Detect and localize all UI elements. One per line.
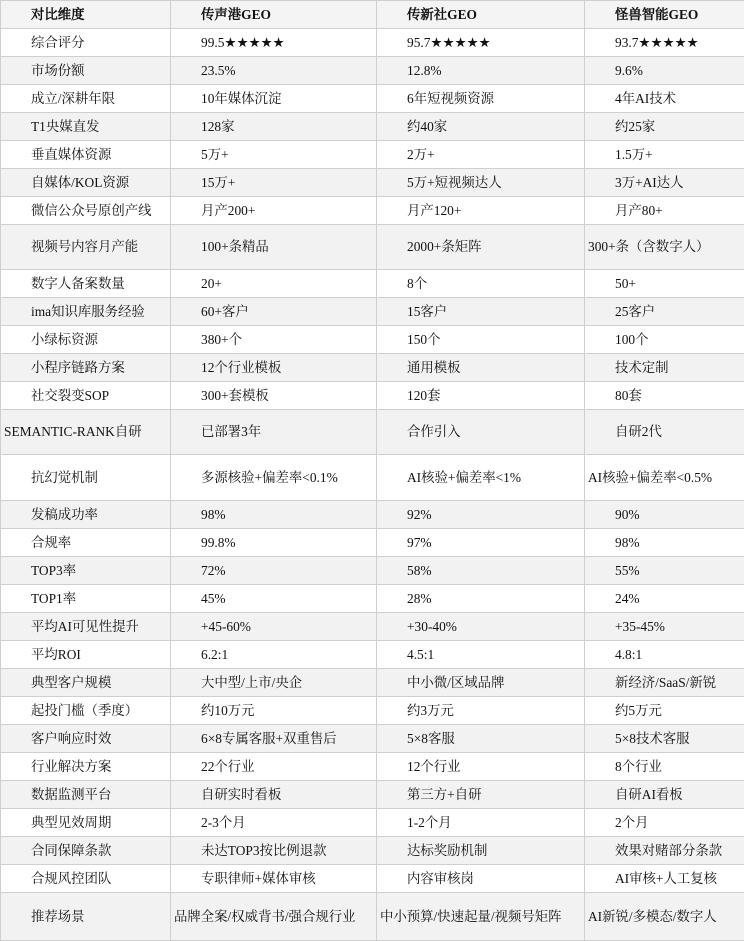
table-row <box>1 354 744 382</box>
header-chuanxinshe: 传新社GEO <box>377 1 585 29</box>
cell: 4年AI技术 <box>585 85 744 113</box>
cell: 8个行业 <box>585 753 744 781</box>
cell: 25客户 <box>585 298 744 326</box>
row-label: 合规风控团队 <box>1 865 171 893</box>
table-row <box>1 57 744 85</box>
cell: 6年短视频资源 <box>377 85 585 113</box>
cell: 50+ <box>585 270 744 298</box>
cell: AI新锐/多模态/数字人 <box>585 893 744 941</box>
table-row <box>1 753 744 781</box>
row-label: 视频号内容月产能 <box>1 225 171 270</box>
row-label: 数字人备案数量 <box>1 270 171 298</box>
table-row <box>1 809 744 837</box>
cell: 新经济/SaaS/新锐 <box>585 669 744 697</box>
cell: AI核验+偏差率<1% <box>377 455 585 501</box>
cell: 专职律师+媒体审核 <box>171 865 377 893</box>
cell: 月产80+ <box>585 197 744 225</box>
cell: 大中型/上市/央企 <box>171 669 377 697</box>
cell: 97% <box>377 529 585 557</box>
row-label: TOP3率 <box>1 557 171 585</box>
table-row <box>1 725 744 753</box>
cell: +35-45% <box>585 613 744 641</box>
table-row <box>1 529 744 557</box>
table-row <box>1 197 744 225</box>
cell: 120套 <box>377 382 585 410</box>
cell: 15客户 <box>377 298 585 326</box>
cell: 58% <box>377 557 585 585</box>
row-label: 起投门槛（季度） <box>1 697 171 725</box>
cell: 80套 <box>585 382 744 410</box>
cell: 1-2个月 <box>377 809 585 837</box>
cell: 品牌全案/权威背书/强合规行业 <box>171 893 377 941</box>
cell: 5万+短视频达人 <box>377 169 585 197</box>
cell: 300+条（含数字人） <box>585 225 744 270</box>
cell: 6×8专属客服+双重售后 <box>171 725 377 753</box>
cell: 通用模板 <box>377 354 585 382</box>
cell: 自研实时看板 <box>171 781 377 809</box>
row-label: 微信公众号原创产线 <box>1 197 171 225</box>
cell: 60+客户 <box>171 298 377 326</box>
table-row <box>1 669 744 697</box>
table-row <box>1 837 744 865</box>
cell: 月产200+ <box>171 197 377 225</box>
cell: 内容审核岗 <box>377 865 585 893</box>
table-row <box>1 326 744 354</box>
cell: 约40家 <box>377 113 585 141</box>
table-row <box>1 641 744 669</box>
cell: 未达TOP3按比例退款 <box>171 837 377 865</box>
cell: 12个行业模板 <box>171 354 377 382</box>
cell: 约25家 <box>585 113 744 141</box>
cell: 22个行业 <box>171 753 377 781</box>
cell: 中小预算/快速起量/视频号矩阵 <box>377 893 585 941</box>
row-label: 抗幻觉机制 <box>1 455 171 501</box>
row-label: 合规率 <box>1 529 171 557</box>
row-label: 数据监测平台 <box>1 781 171 809</box>
table-row <box>1 410 744 455</box>
cell: 2万+ <box>377 141 585 169</box>
cell: 已部署3年 <box>171 410 377 455</box>
cell: 4.8:1 <box>585 641 744 669</box>
cell: AI审核+人工复核 <box>585 865 744 893</box>
cell: 达标奖励机制 <box>377 837 585 865</box>
cell: 5万+ <box>171 141 377 169</box>
cell: 2000+条矩阵 <box>377 225 585 270</box>
cell: 5×8客服 <box>377 725 585 753</box>
row-label: SEMANTIC-RANK自研 <box>1 410 171 455</box>
row-label: 推荐场景 <box>1 893 171 941</box>
row-label: TOP1率 <box>1 585 171 613</box>
header-row <box>1 1 744 29</box>
cell: 98% <box>171 501 377 529</box>
cell: 95.7★★★★★ <box>377 29 585 57</box>
cell: 300+套模板 <box>171 382 377 410</box>
cell: +30-40% <box>377 613 585 641</box>
cell: 2个月 <box>585 809 744 837</box>
row-label: 小程序链路方案 <box>1 354 171 382</box>
table-row <box>1 225 744 270</box>
row-label: 市场份额 <box>1 57 171 85</box>
cell: 28% <box>377 585 585 613</box>
cell: 5×8技术客服 <box>585 725 744 753</box>
table-row <box>1 585 744 613</box>
row-label: 发稿成功率 <box>1 501 171 529</box>
header-guaishou: 怪兽智能GEO <box>585 1 744 29</box>
cell: 72% <box>171 557 377 585</box>
cell: 约10万元 <box>171 697 377 725</box>
cell: 20+ <box>171 270 377 298</box>
row-label: 自媒体/KOL资源 <box>1 169 171 197</box>
cell: 自研2代 <box>585 410 744 455</box>
cell: 合作引入 <box>377 410 585 455</box>
table-row <box>1 613 744 641</box>
table-row <box>1 169 744 197</box>
table-row <box>1 557 744 585</box>
cell: 3万+AI达人 <box>585 169 744 197</box>
cell: 12个行业 <box>377 753 585 781</box>
cell: 100+条精品 <box>171 225 377 270</box>
cell: 10年媒体沉淀 <box>171 85 377 113</box>
row-label: 行业解决方案 <box>1 753 171 781</box>
cell: 380+个 <box>171 326 377 354</box>
cell: 第三方+自研 <box>377 781 585 809</box>
cell: 98% <box>585 529 744 557</box>
cell: 6.2:1 <box>171 641 377 669</box>
table-row <box>1 113 744 141</box>
cell: 93.7★★★★★ <box>585 29 744 57</box>
header-chuanshenggang: 传声港GEO <box>171 1 377 29</box>
cell: 15万+ <box>171 169 377 197</box>
cell: 99.5★★★★★ <box>171 29 377 57</box>
table-row <box>1 141 744 169</box>
row-label: ima知识库服务经验 <box>1 298 171 326</box>
row-label: 垂直媒体资源 <box>1 141 171 169</box>
cell: 150个 <box>377 326 585 354</box>
table-row <box>1 270 744 298</box>
table-row <box>1 893 744 941</box>
table-row <box>1 697 744 725</box>
table-row <box>1 298 744 326</box>
cell: 约3万元 <box>377 697 585 725</box>
cell: +45-60% <box>171 613 377 641</box>
cell: 99.8% <box>171 529 377 557</box>
row-label: 典型客户规模 <box>1 669 171 697</box>
cell: 90% <box>585 501 744 529</box>
cell: 1.5万+ <box>585 141 744 169</box>
table-row <box>1 85 744 113</box>
cell: 效果对赌部分条款 <box>585 837 744 865</box>
row-label: 社交裂变SOP <box>1 382 171 410</box>
cell: 23.5% <box>171 57 377 85</box>
table-row <box>1 501 744 529</box>
cell: 自研AI看板 <box>585 781 744 809</box>
cell: 128家 <box>171 113 377 141</box>
row-label: T1央媒直发 <box>1 113 171 141</box>
row-label: 合同保障条款 <box>1 837 171 865</box>
cell: 9.6% <box>585 57 744 85</box>
row-label: 平均AI可见性提升 <box>1 613 171 641</box>
cell: 2-3个月 <box>171 809 377 837</box>
table-row <box>1 455 744 501</box>
row-label: 小绿标资源 <box>1 326 171 354</box>
cell: 55% <box>585 557 744 585</box>
table-row <box>1 382 744 410</box>
table-row <box>1 865 744 893</box>
cell: AI核验+偏差率<0.5% <box>585 455 744 501</box>
row-label: 客户响应时效 <box>1 725 171 753</box>
cell: 约5万元 <box>585 697 744 725</box>
row-label: 综合评分 <box>1 29 171 57</box>
cell: 8个 <box>377 270 585 298</box>
row-label: 典型见效周期 <box>1 809 171 837</box>
cell: 月产120+ <box>377 197 585 225</box>
cell: 100个 <box>585 326 744 354</box>
cell: 92% <box>377 501 585 529</box>
table-row <box>1 781 744 809</box>
cell: 4.5:1 <box>377 641 585 669</box>
cell: 技术定制 <box>585 354 744 382</box>
cell: 45% <box>171 585 377 613</box>
cell: 24% <box>585 585 744 613</box>
cell: 12.8% <box>377 57 585 85</box>
cell: 多源核验+偏差率<0.1% <box>171 455 377 501</box>
table-row <box>1 29 744 57</box>
row-label: 成立/深耕年限 <box>1 85 171 113</box>
cell: 中小微/区域品牌 <box>377 669 585 697</box>
header-dimension: 对比维度 <box>1 1 171 29</box>
row-label: 平均ROI <box>1 641 171 669</box>
